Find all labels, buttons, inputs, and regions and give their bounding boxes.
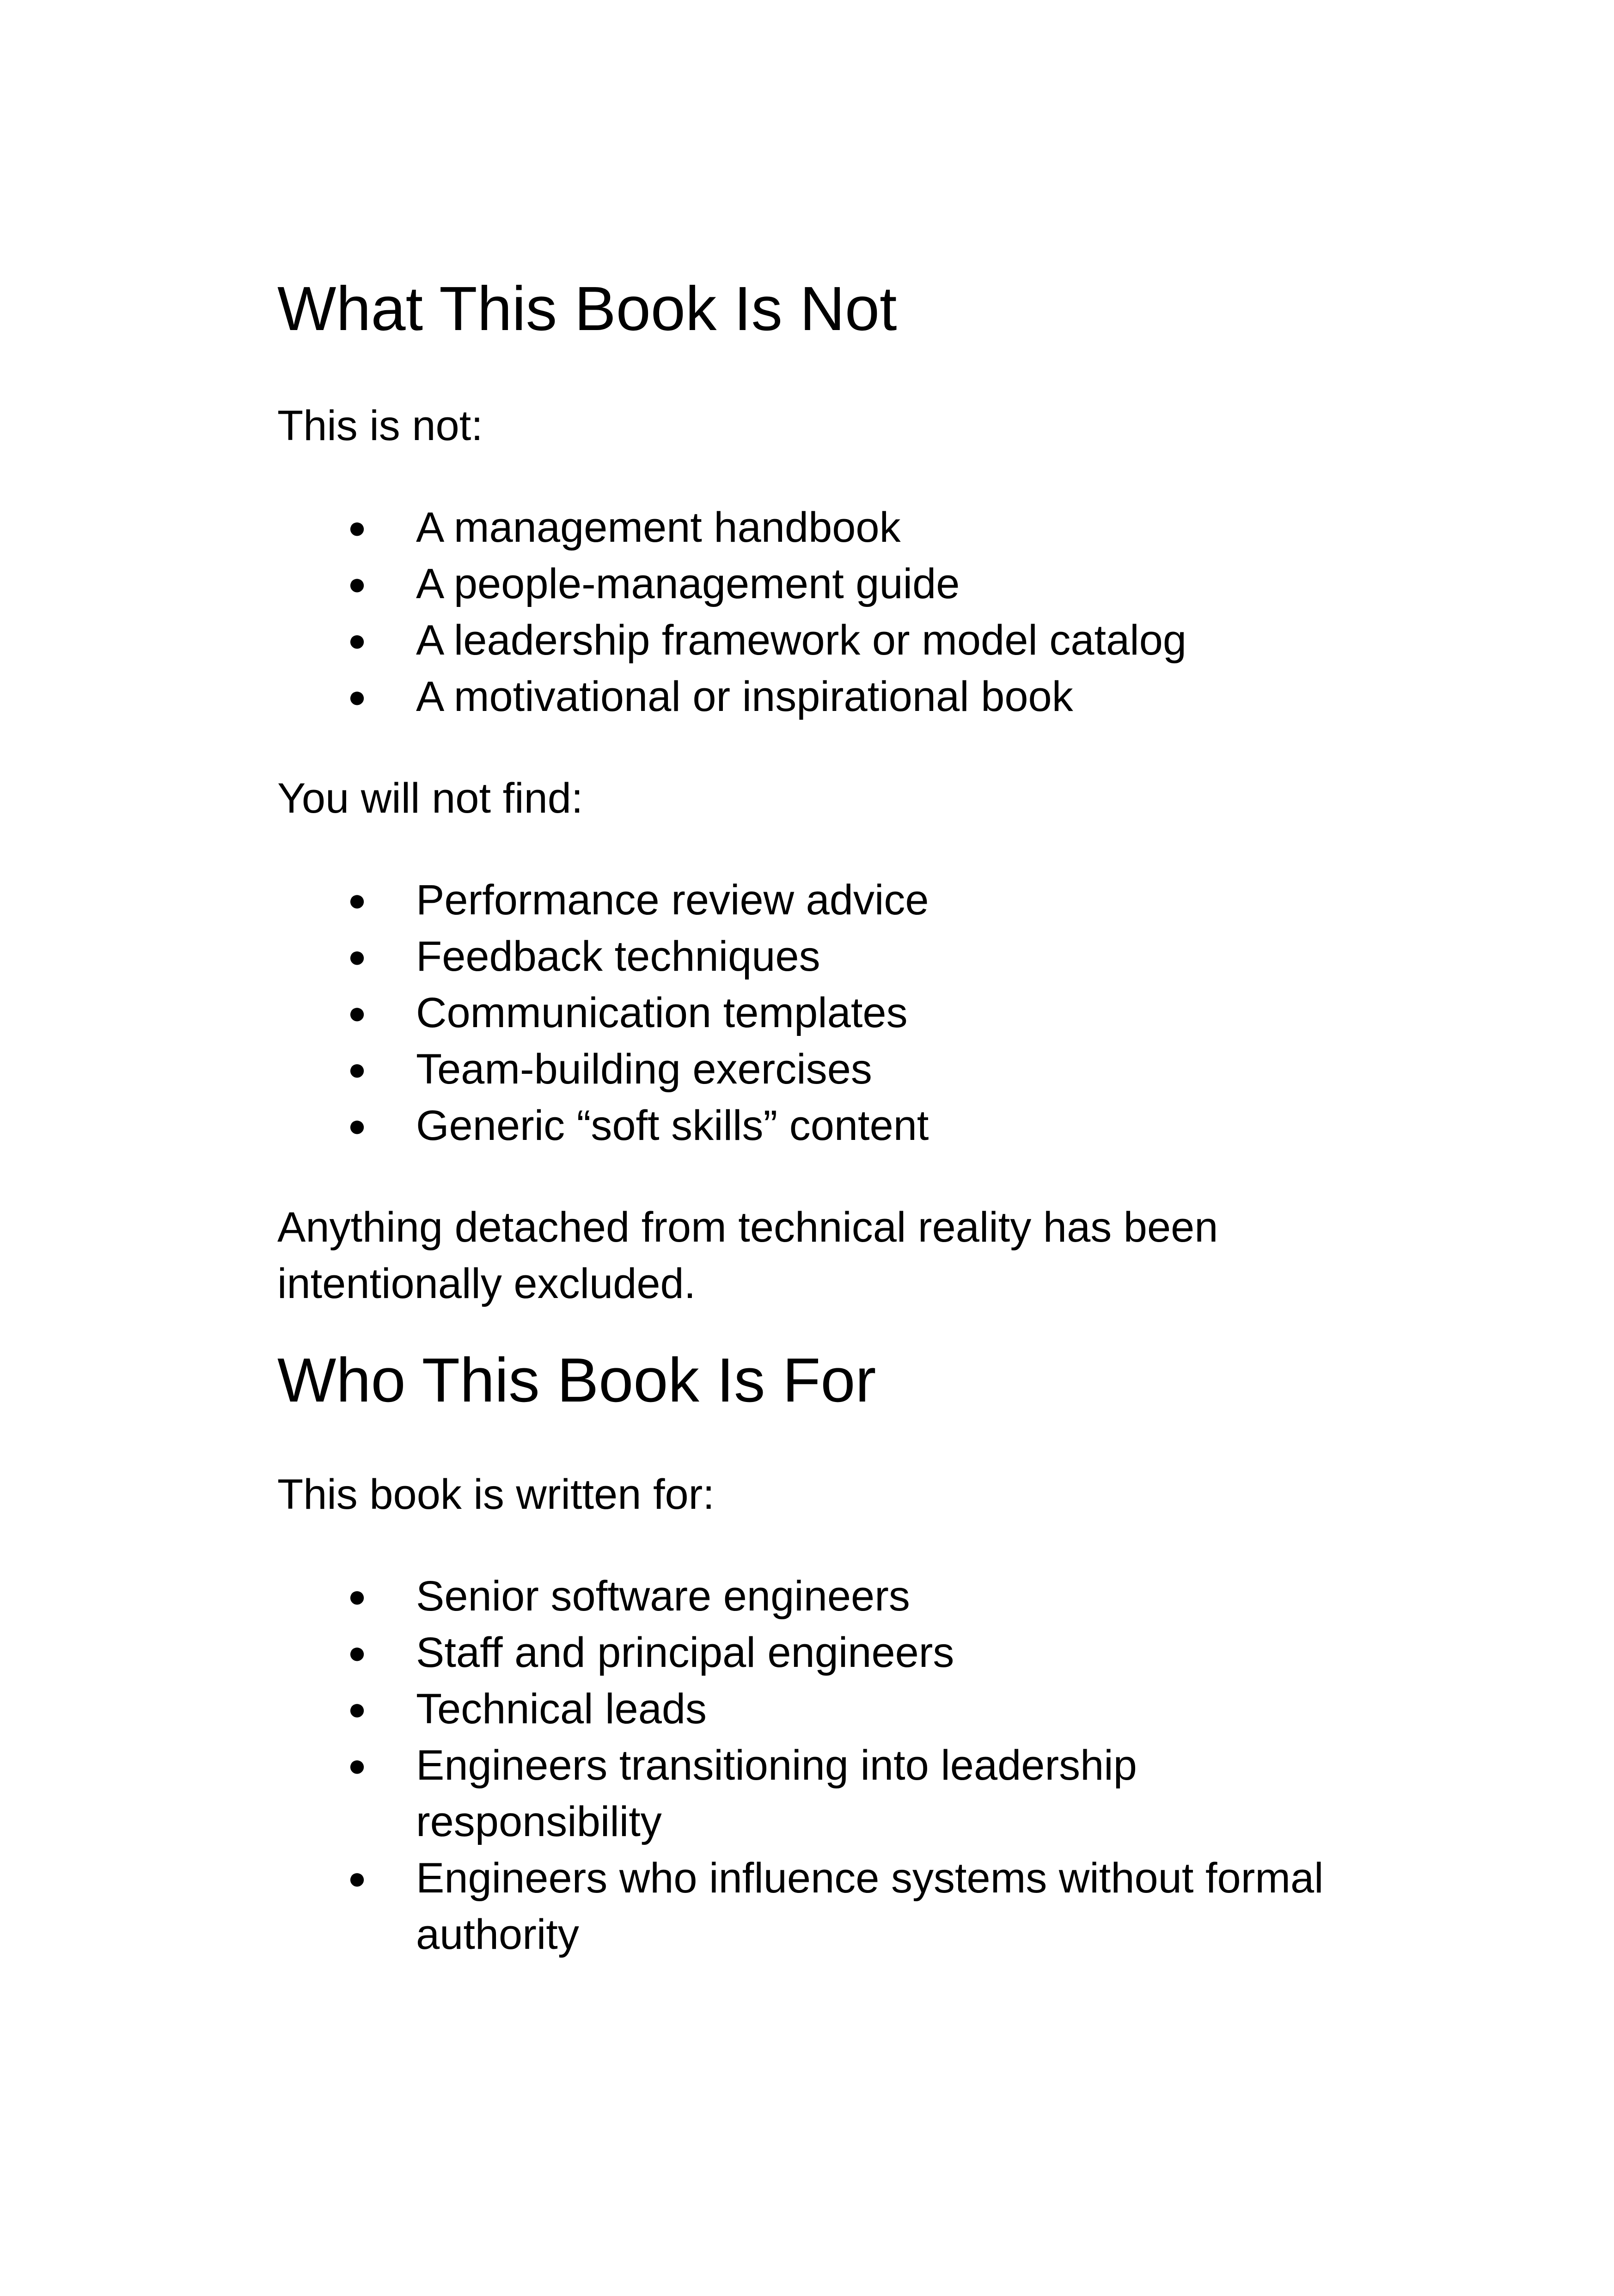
list-item (277, 928, 1363, 985)
list-item-text: A management handbook (416, 504, 901, 551)
list-item (277, 556, 1363, 612)
heading-what-this-book-is-not: What This Book Is Not (277, 274, 897, 343)
bullet-icon: ● (348, 1747, 367, 1783)
bullet-icon: ● (348, 1691, 367, 1727)
list-item (277, 1850, 1363, 1963)
list-item (277, 499, 1363, 556)
bullet-icon: ● (348, 1578, 367, 1614)
list-item (277, 1624, 1363, 1681)
list-not (277, 499, 1363, 725)
list-item-text: Communication templates (416, 989, 908, 1037)
list-item (277, 1681, 1363, 1737)
list-item-text: Staff and principal engineers (416, 1629, 954, 1676)
list-item-text: Performance review advice (416, 876, 929, 924)
bullet-icon: ● (348, 679, 367, 715)
list-item (277, 985, 1363, 1041)
list-item (277, 872, 1363, 928)
list-item-text: Generic “soft skills” content (416, 1102, 929, 1150)
bullet-icon: ● (348, 939, 367, 974)
list-item (277, 612, 1363, 668)
bullet-icon: ● (348, 1860, 367, 1896)
bullet-icon: ● (348, 1635, 367, 1670)
bullet-icon: ● (348, 882, 367, 918)
list-item-text: A leadership framework or model catalog (416, 617, 1187, 664)
list-item (277, 668, 1363, 725)
intro-you-will-not-find: You will not find: (277, 775, 583, 822)
list-item-text: Technical leads (416, 1685, 707, 1733)
heading-who-this-book-is-for: Who This Book Is For (277, 1345, 876, 1415)
bullet-icon: ● (348, 1052, 367, 1087)
list-item-text: Feedback techniques (416, 933, 820, 980)
list-item-text: A people-management guide (416, 560, 960, 608)
list-item-text: Senior software engineers (416, 1572, 910, 1620)
bullet-icon: ● (348, 566, 367, 602)
intro-this-is-not: This is not: (277, 402, 483, 450)
page-content (277, 259, 1363, 1963)
list-item-text: Engineers transitioning into leadership responsibility (416, 1741, 1137, 1845)
list-item-text: Engineers who influence systems without formal authority (416, 1854, 1324, 1958)
bullet-icon: ● (348, 995, 367, 1031)
bullet-icon: ● (348, 510, 367, 545)
list-audience (277, 1568, 1363, 1963)
bullet-icon: ● (348, 1108, 367, 1144)
intro-written-for: This book is written for: (277, 1470, 715, 1518)
list-item (277, 1737, 1363, 1850)
closing-paragraph: Anything detached from technical reality has been intentionally excluded. (277, 1204, 1218, 1308)
bullet-icon: ● (348, 623, 367, 658)
list-item-text: Team-building exercises (416, 1046, 872, 1093)
list-item (277, 1097, 1363, 1154)
list-not-find (277, 872, 1363, 1154)
list-item-text: A motivational or inspirational book (416, 673, 1073, 721)
list-item (277, 1568, 1363, 1624)
list-item (277, 1041, 1363, 1097)
